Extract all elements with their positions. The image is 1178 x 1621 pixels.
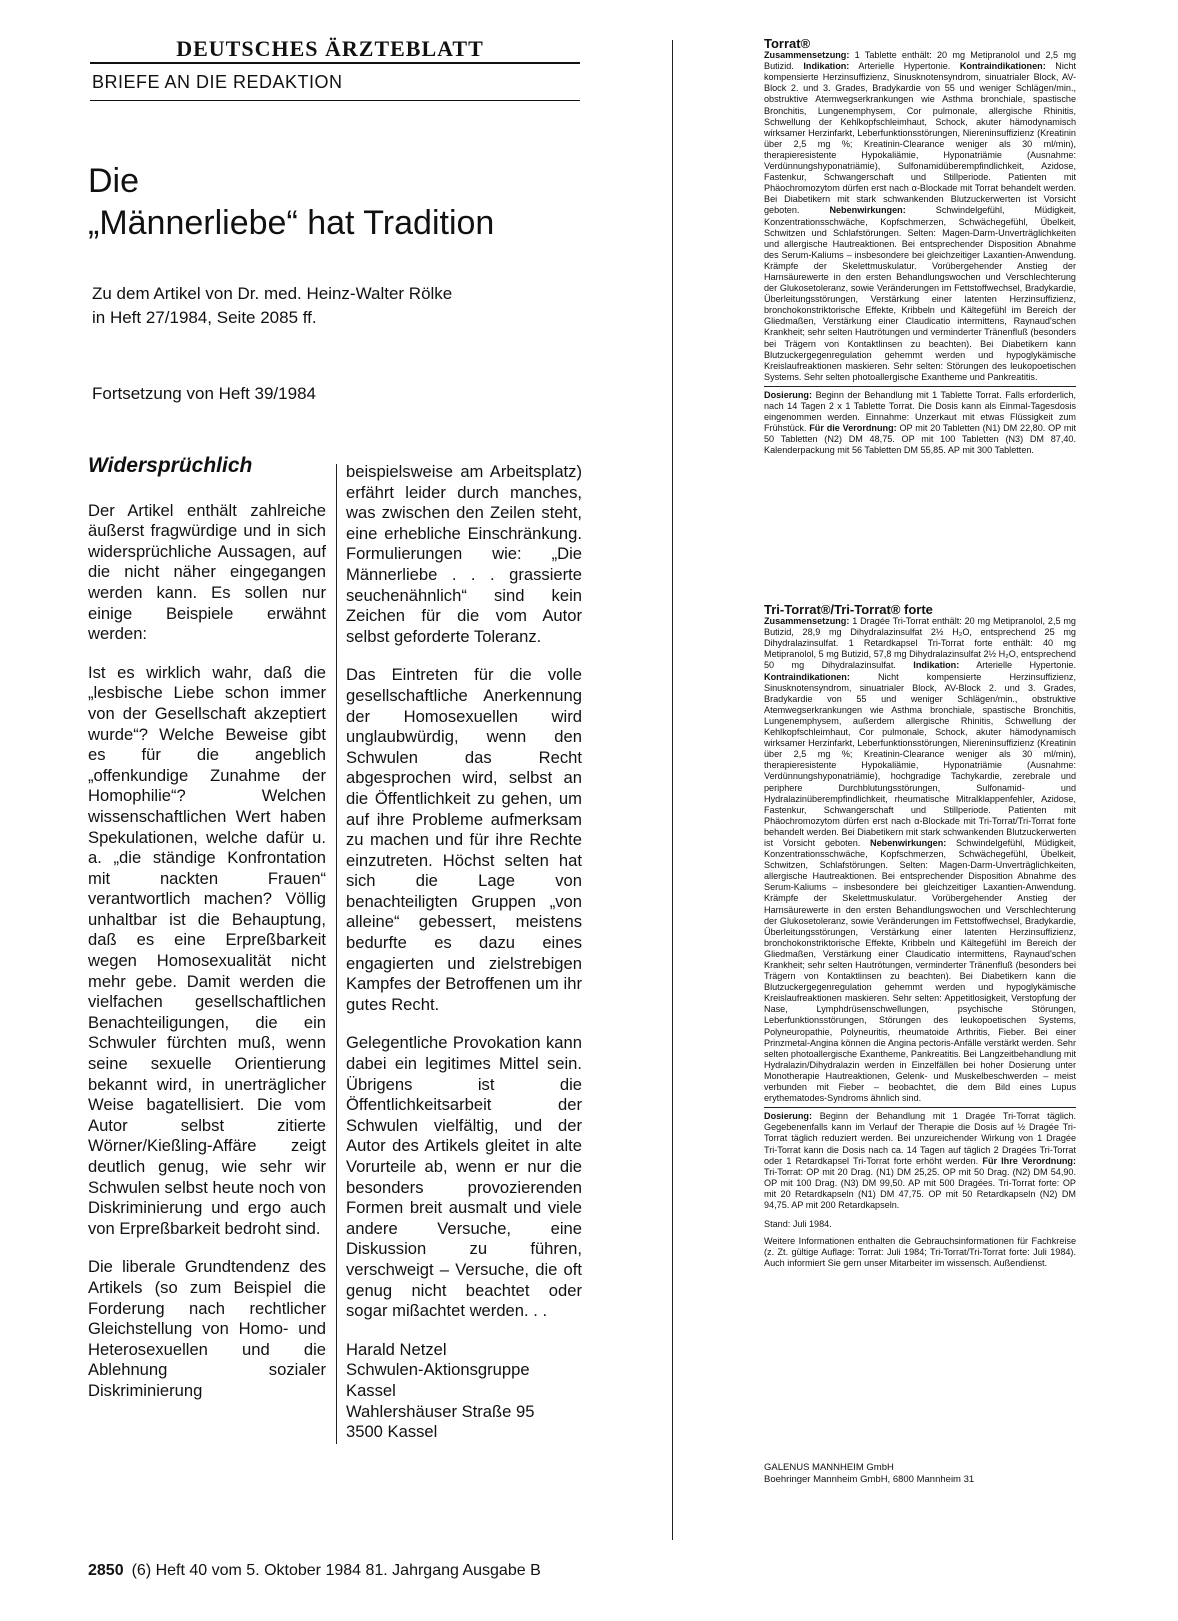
letter-column-2 — [346, 462, 582, 1443]
section-title: BRIEFE AN DIE REDAKTION — [92, 72, 343, 92]
masthead-rule-top — [90, 62, 580, 64]
torrat-dosage-text — [764, 390, 1076, 457]
ad-label: Nebenwirkungen: — [829, 205, 906, 216]
ad-text: Arterielle Hypertonie. — [849, 61, 960, 72]
signature-line: Wahlershäuser Straße 95 — [346, 1401, 535, 1421]
intro-line-2: in Heft 27/1984, Seite 2085 ff. — [92, 308, 317, 327]
ad-text: OP mit 20 Tabletten (N1) DM 22,80. OP mit 50 Tabletten (N2) DM 48,75. OP mit 100 Tabletten (N3) DM 87,40. Kalenderpackung mit 56 Tabletten DM 55,85. AP mit 300 Tabletten. — [764, 423, 1076, 456]
ad-label: Zusammensetzung: — [764, 50, 850, 61]
masthead-rule-bottom — [90, 100, 580, 101]
ad-label: Indikation: — [913, 660, 960, 671]
ad-text: Nicht kompensierte Herzinsuffizienz, Sinusknotensyndrom, sinuatrialer Block, AV-Block 2. und 3. Grades, Bradykardie von 55 und weniger Schlägen/min., obstruktive Atemwegserkrankungen wie Asthma bronchiale, spastische Bronchitis, Lungenemphysem, Cor pulmonale, allergische Rhinitis, Schwellung der Kehlkopfschleimhaut, Schock, akuter hämodynamisch wirksamer Herzinfarkt, Leberfunktionsstörungen, Niereninsuffizienz (Kreatinin über 2,5 mg %; Kreatinin-Clearance weniger als 30 ml/min), therapieresistente Hypokaliämie, Hyponatriämie (Ausnahme: Verdünnungshyponatriämie), Sulfonamidüberempfindlichkeit, Azidose, Fastenkur, Schwangerschaft und Stillperiode. Patienten mit Phäochromozytom dürfen erst nach α-Blockade mit Torrat behandelt werden. Bei Diabetikern mit stark schwankenden Blutzuckerwerten ist Vorsicht geboten. — [764, 61, 1076, 216]
tri-torrat-product-name: Tri-Torrat®/Tri-Torrat® forte — [764, 602, 933, 617]
company-line-2: Boehringer Mannheim GmbH, 6800 Mannheim 31 — [764, 1474, 975, 1485]
company-info — [764, 1462, 974, 1486]
letter-signature — [346, 1340, 582, 1443]
ad-further-info: Weitere Informationen enthalten die Gebrauchsinformationen für Fachkreise (z. Zt. gültige Auflage: Torrat: Juli 1984; Tri-Torrat/Tri-Torrat forte: Juli 1984). Auch informiert Sie gern unser Mitarbeiter im wissensch. Außendienst. — [764, 1236, 1076, 1269]
torrat-prescribing-info — [764, 38, 1076, 456]
intro-line-1: Zu dem Artikel von Dr. med. Heinz-Walter Rölke — [92, 284, 453, 303]
ad-label: Dosierung: — [764, 1111, 812, 1122]
signature-line: Schwulen-Aktionsgruppe — [346, 1360, 530, 1380]
page-divider — [672, 40, 673, 1540]
article-title-line-1: Die — [88, 162, 140, 200]
letter-paragraph: beispielsweise am Arbeitsplatz) erfährt leider durch manches, was zwischen den Zeilen steht, eine erhebliche Einschränkung. Formulierungen wie: „Die Männerliebe . . . grassierte seuchenähnlich“ sind kein Zeichen für die vom Autor selbst geforderte Toleranz. — [346, 462, 582, 646]
ad-label: Kontraindikationen: — [959, 61, 1046, 72]
ad-text: Schwindelgefühl, Müdigkeit, Konzentrationsschwäche, Kopfschmerzen, Schwächegefühl, Übelkeit, Schwitzen, Schlafstörungen. Selten: Magen-Darm-Unverträglichkeiten, allergische Hautreaktionen. Bei entsprechender Disposition Abnahme des Serum-Kaliums – insbesondere bei gleichzeitiger Laxantien-Anwendung. Krämpfe der Skelettmuskulatur. Vorübergehender Anstieg der Harnsäurewerte in den ersten Behandlungswochen und Verschlechterung der Glukosetoleranz, sowie Veränderungen im Fettstoffwechsel, Bradykardie, Überleitungsstörungen, Verstärkung einer latenten Herzinsuffizienz, bronchokonstriktorische Effekte, Kribbeln und Kältegefühl im Bereich der Gliedmaßen, Verstärkung einer Claudicatio intermittens, Raynaud'schen Krankheit; sehr selten Hautrötungen, verminderter Tränenfluß (besonders bei Trägern von Kontaktlinsen zu beachten). Bei Diabetikern kann die Blutzuckergegenregulation gehemmt werden und hypoglykämische Kreislaufreaktionen maskieren. Sehr selten: Appetitlosigkeit, Verstopfung der Nase, Lymphdrüsenschwellungen, psychische Störungen, Leberfunktionsstörungen, Störungen des leukopoetischen Systems, Polyneuropathie, Polyneuritis, rheumatoide Arthritis, Fieber. Bei einer Prinzmetal-Angina können die Angina pectoris-Anfälle verstärkt werden. Sehr selten photoallergische Exantheme, Pankreatitis. Bei Langzeitbehandlung mit Hydralazin/Dihydralazin werden in Einzelfällen bei hoher Dosierung unter Monotherapie Hautreaktionen, Gelenk- und Muskelbeschwerden – meist verbunden mit Fieber – beobachtet, die dem Bild eines Lupus erythematodes-Syndroms ähnlich sind. — [764, 837, 1076, 1104]
company-line-1: GALENUS MANNHEIM GmbH — [764, 1462, 894, 1473]
article-title-line-2: „Männerliebe“ hat Tradition — [88, 204, 495, 242]
letter-paragraph: Das Eintreten für die volle gesellschaftliche Anerkennung der Homosexuellen wird unglaubwürdig, wenn den Schwulen das Recht abgesprochen wird, selbst an die Öffentlichkeit zu gehen, um auf ihre Probleme aufmerksam zu machen und für ihre Rechte einzutreten. Höchst selten hat sich die Lage von benachteiligten Gruppen „von alleine“ gebessert, meistens bedurfte es dazu eines engagierten und zielstrebigen Kampfes der Betroffenen um ihr gutes Recht. — [346, 665, 582, 1014]
letter-paragraph: Die liberale Grundtendenz des Artikels (so zum Beispiel die Forderung nach rechtlicher Gleichstellung von Homo- und Heterosexuellen und die Ablehnung sozialer Diskriminierung — [88, 1257, 326, 1400]
signature-line: Kassel — [346, 1380, 396, 1400]
ad-label: Für Ihre Verordnung: — [982, 1155, 1077, 1166]
article-intro — [92, 282, 592, 330]
letter-subhead: Widersprüchlich — [88, 454, 253, 477]
ad-text: Beginn der Behandlung mit 1 Tablette Torrat. Falls erforderlich, nach 14 Tagen 2 x 1 Tablette Torrat. Die Dosis kann als Einmal-Tagesdosis eingenommen werden. Einnahme: Unzerkaut mit etwas Flüssigkeit zum Frühstück. — [764, 389, 1076, 434]
continuation-note: Fortsetzung von Heft 39/1984 — [92, 384, 316, 403]
ad-text: 1 Dragée Tri-Torrat enthält: 20 mg Metipranolol, 2,5 mg Butizid, 28,9 mg Dihydralazinsulfat 2½ H₂O, entsprechend 25 mg Dihydralazinsulfat. 1 Retardkapsel Tri-Torrat forte enthält: 40 mg Metipranolol, 5 mg Butizid, 57,8 mg Dihydralazinsulfat 2½ H₂O, entsprechend 50 mg Dihydralazinsulfat. — [764, 616, 1076, 671]
ad-label: Für die Verordnung: — [809, 423, 897, 434]
ad-label: Zusammensetzung: — [764, 616, 850, 627]
journal-title: DEUTSCHES ÄRZTEBLATT — [176, 36, 484, 61]
article-title — [88, 160, 494, 244]
tri-torrat-dosage-text — [764, 1111, 1076, 1211]
tri-torrat-prescribing-info — [764, 604, 1076, 1269]
signature-line: 3500 Kassel — [346, 1422, 438, 1442]
ad-text: Schwindelgefühl, Müdigkeit, Konzentrationsschwäche, Kopfschmerzen, Schwächegefühl, Übelkeit, Schwitzen und Schlafstörungen. Selten: Magen-Darm-Unverträglichkeiten und allergische Hautreaktionen. Bei entsprechender Disposition Abnahme des Serum-Kaliums – insbesondere bei gleichzeitiger Laxantien-Anwendung. Krämpfe der Skelettmuskulatur. Vorübergehender Anstieg der Harnsäurewerte in den ersten Behandlungswochen und Verschlechterung der Glukosetoleranz, sowie Veränderungen im Fettstoffwechsel, Bradykardie, Überleitungsstörungen, Verstärkung einer latenten Herzinsuffizienz, bronchokonstriktorische Effekte, Kribbeln und Kältegefühl im Bereich der Gliedmaßen, Verstärkung einer Claudicatio intermittens, Raynaud'schen Krankheit; sehr selten Hautrötungen und verminderter Tränenfluß (besonders bei Trägern von Kontaktlinsen zu beachten). Bei Diabetikern kann Blutzuckergegenregulation gehemmt werden und hypoglykämische Kreislaufreaktionen maskieren. Sehr selten: Störungen des leukopoetischen Systems. Sehr selten photoallergische Exantheme und Pankreatitis. — [764, 205, 1076, 382]
ad-text: Tri-Torrat: OP mit 20 Drag. (N1) DM 25,25. OP mit 50 Drag. (N2) DM 54,90. OP mit 100 Drag. (N3) DM 99,50. AP mit 500 Dragées. Tri-Torrat forte: OP mit 20 Retardkapseln (N1) DM 47,75. OP mit 50 Retardkapseln (N2) DM 94,75. AP mit 200 Retardkapseln. — [764, 1166, 1076, 1210]
torrat-info-text — [764, 50, 1076, 383]
letter-paragraph: Ist es wirklich wahr, daß die „lesbische Liebe schon immer von der Gesellschaft akzeptiert wurde“? Welche Beweise gibt es für die angeblich „offenkundige Zunahme der Homophilie“? Welchen wissenschaftlichen Wert haben Spekulationen, welche dafür u. a. „die ständige Konfrontation mit nackten Frauen“ verantwortlich machen? Völlig unhaltbar ist die Behauptung, daß es eine Erpreßbarkeit wegen Homosexualität nicht mehr gebe. Damit werden die vielfachen gesellschaftlichen Benachteiligungen, die ein Schwuler fürchten muß, wenn seine sexuelle Orientierung bekannt wird, in unerträglicher Weise bagatellisiert. Die vom Autor selbst zitierte Wörner/Kießling-Affäre zeigt deutlich genug, wie sehr wir Schwulen selbst heute noch von Diskriminierung und ergo auch von Erpreßbarkeit bedroht sind. — [88, 662, 327, 1238]
ad-label: Kontraindikationen: — [764, 671, 850, 682]
letter-paragraph: Der Artikel enthält zahlreiche äußerst fragwürdige und in sich widersprüchliche Aussagen, auf die nicht näher eingegangen werden kann. Es sollen nur einige Beispiele erwähnt werden: — [88, 500, 326, 644]
ad-text: 1 Tablette enthält: 20 mg Metipranolol und 2,5 mg Butizid. — [764, 50, 1076, 72]
torrat-product-name: Torrat® — [764, 36, 811, 51]
ad-rule — [764, 386, 1076, 387]
ad-label: Nebenwirkungen: — [870, 837, 947, 848]
ad-text: Arterielle Hypertonie. — [959, 660, 1076, 671]
ad-text: Nicht kompensierte Herzinsuffizienz, Sinusknotensyndrom, sinuatrialer Block, AV-Block 2. und 3. Grades, Bradykardie von 55 und weniger Schlägen/min., obstruktive Atemwegserkrankungen wie Asthma bronchiale, spastische Bronchitis, Lungenemphysem, außerdem allergische Rhinitis, Schwellung der Kehlkopfschleimhaut, Cor pulmonale, Schock, akuter hämodynamisch wirksamer Herzinfarkt, Leberfunktionsstörungen, Niereninsuffizienz (Kreatinin über 2,5 mg %; Kreatinin-Clearance weniger als 30 ml/min), therapieresistente Hypokaliämie, Hyponatriämie (Ausnahme: Verdünnungshyponatriämie), hochgradige Tachykardie, zerebrale und periphere Durchblutungsstörungen, Sulfonamid- und Hydralazinüberempfindlichkeit, rheumatische Mitralklappenfehler, Azidose, Fastenkur, Schwangerschaft und Stillperiode. Patienten mit Phäochromozytom dürfen erst nach α-Blockade mit Tri-Torrat/Tri-Torrat forte behandelt werden. Bei Diabetikern mit stark schwankenden Blutzuckerwerten ist Vorsicht geboten. — [764, 671, 1076, 848]
letter-paragraph: Gelegentliche Provokation kann dabei ein legitimes Mittel sein. Übrigens ist die Öffentlichkeitsarbeit der Schwulen vielfältig, und der Autor des Artikels gleitet in alte Vorurteile ab, wenn er nur die besonders provozierenden Formen breit ausmalt und viele andere Versuche, eine Diskussion zu führen, verschweigt – Versuche, die oft genug nicht beachtet oder sogar mißachtet werden. . . — [346, 1033, 582, 1321]
ad-stand: Stand: Juli 1984. — [764, 1219, 832, 1230]
ad-rule — [764, 1107, 1076, 1108]
signature-line: Harald Netzel — [346, 1339, 447, 1359]
tri-torrat-info-text — [764, 616, 1076, 1104]
page-number: 2850 — [88, 1562, 124, 1579]
issue-info: (6) Heft 40 vom 5. Oktober 1984 81. Jahrgang Ausgabe B — [131, 1562, 541, 1579]
page-footer — [88, 1562, 541, 1580]
ad-label: Dosierung: — [764, 389, 812, 400]
column-divider — [336, 464, 337, 1444]
ad-text: Beginn der Behandlung mit 1 Dragée Tri-Torrat täglich. Gegebenenfalls kann im Verlauf der Therapie die Dosis auf ½ Dragée Tri-Torrat täglich reduziert werden. Bei unzureichender Wirkung von 1 Dragée Tri-Torrat kann die Dosis nach ca. 14 Tagen auf täglich 2 Dragées Tri-Torrat oder 1 Retardkapsel Tri-Torrat forte erhöht werden. — [764, 1111, 1076, 1166]
letter-column-1 — [88, 456, 326, 1420]
ad-label: Indikation: — [803, 61, 850, 72]
